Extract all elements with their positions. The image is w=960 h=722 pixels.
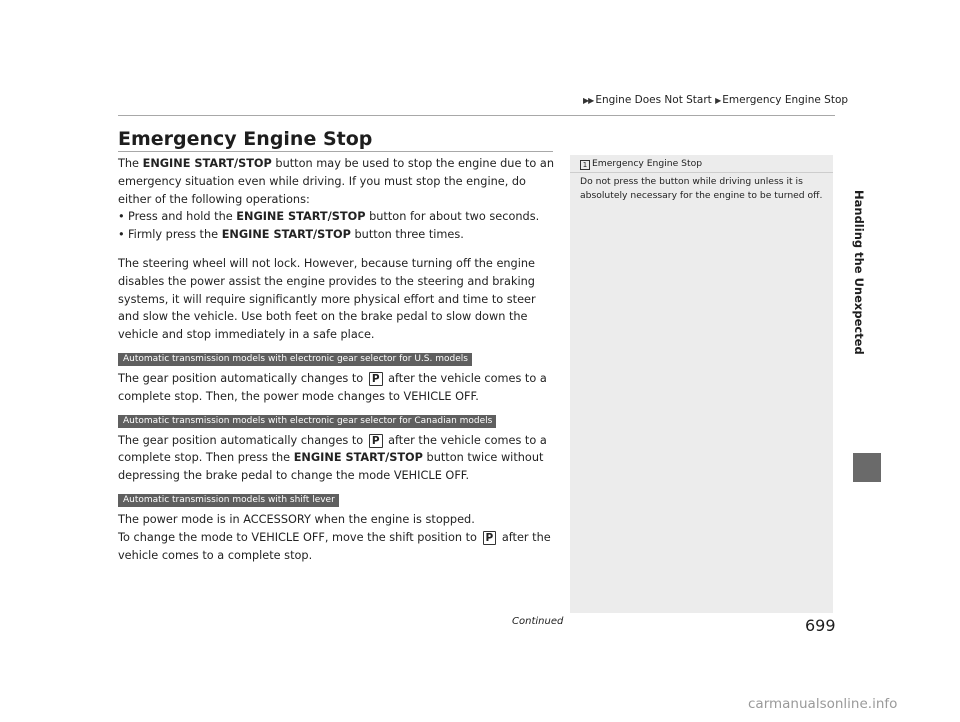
note-divider — [570, 172, 833, 173]
model-text-shift-lever-1: The power mode is in ACCESSORY when the engine is stopped. — [118, 512, 475, 526]
model-tag-canada: Automatic transmission models with electronic gear selector for Canadian models — [118, 415, 496, 428]
chapter-tab-marker — [853, 453, 881, 482]
model-text-us: The gear position automatically changes to P after the vehicle comes to a complete stop. Then, the power mode changes to VEHICLE OFF. — [118, 371, 547, 403]
note-text: Do not press the button while driving unless it is absolutely necessary for the engine to be turned off. — [580, 176, 823, 201]
model-tag-us: Automatic transmission models with electronic gear selector for U.S. models — [118, 353, 472, 366]
double-arrow-icon: ▶▶ — [583, 96, 594, 105]
intro-paragraph: The ENGINE START/STOP button may be used to stop the engine due to an emergency situation even while driving. If you must stop the engine, do either of the following operations: — [118, 157, 555, 206]
breadcrumb-current: Emergency Engine Stop — [722, 94, 849, 106]
park-key-icon: P — [483, 531, 497, 545]
main-content — [118, 155, 558, 564]
bullet-item: • Firmly press the ENGINE START/STOP button three times. — [118, 226, 558, 244]
model-text-canada: The gear position automatically changes to P after the vehicle comes to a complete stop. Then press the ENGINE START/STOP button twice without depressing the brake pedal to change the mode VEHICLE OFF. — [118, 433, 547, 483]
steering-paragraph: The steering wheel will not lock. However, because turning off the engine disables the power assist the engine provides to the steering and braking systems, it will require significantly more physical effort and time to steer and slow the vehicle. Use both feet on the brake pedal to slow down the vehicle and stop immediately in a safe place. — [118, 256, 536, 342]
chapter-tab-label: Handling the Unexpected — [852, 190, 866, 355]
arrow-icon: ▶ — [715, 96, 721, 105]
note-marker-icon: 1 — [580, 160, 590, 170]
breadcrumb-parent: Engine Does Not Start — [595, 94, 712, 106]
park-key-icon: P — [369, 434, 383, 448]
bullet-icon: • — [118, 210, 125, 224]
model-tag-shift-lever: Automatic transmission models with shift lever — [118, 494, 339, 507]
breadcrumb — [583, 94, 848, 106]
watermark: carmanualsonline.info — [748, 696, 898, 712]
continued-label: Continued — [512, 616, 564, 627]
page-number: 699 — [805, 616, 836, 635]
note-heading: 1 Emergency Engine Stop — [580, 158, 702, 170]
park-key-icon: P — [369, 372, 383, 386]
note-sidebar — [570, 155, 833, 613]
bullet-item: • Press and hold the ENGINE START/STOP button for about two seconds. — [118, 208, 558, 226]
title-divider — [118, 151, 553, 152]
header-divider — [118, 115, 835, 116]
section-title: Emergency Engine Stop — [118, 128, 373, 150]
bullet-icon: • — [118, 228, 125, 242]
model-text-shift-lever-2: To change the mode to VEHICLE OFF, move the shift position to P after the vehicle comes to a complete stop. — [118, 530, 551, 562]
